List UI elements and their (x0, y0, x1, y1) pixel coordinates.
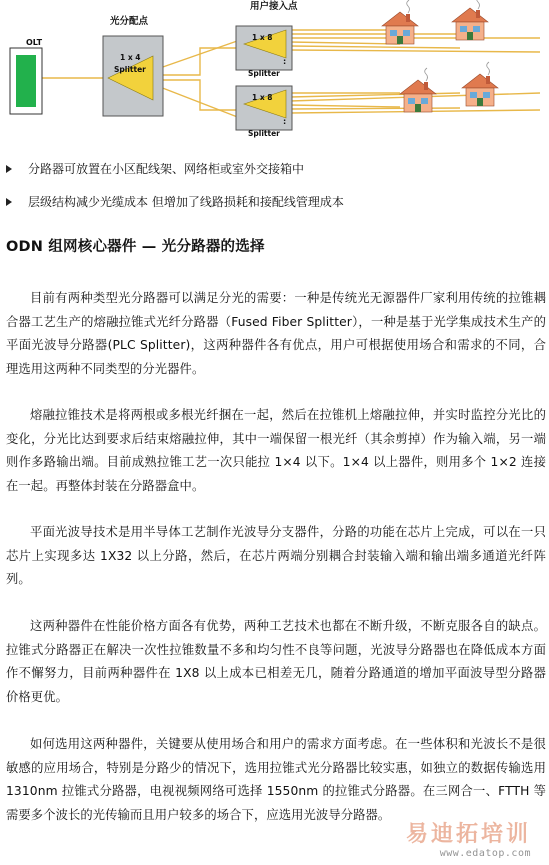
bullet-text: 层级结构减少光缆成本 但增加了线路损耗和接配线管理成本 (28, 195, 344, 209)
bullet-arrow-icon (6, 198, 12, 206)
svg-text::: : (283, 117, 287, 126)
main-splitter (103, 36, 163, 116)
paragraph: 这两种器件在性能价格方面各有优势，两种工艺技术也都在不断升级，不断克服各自的缺点。拉锥式分路器正在解决一次性拉锥数量不多和均匀性不良等问题，光波导分路器也在降低成本方面作不懈努力，目前两种器件在 1X8 以上成本已相差无几，随着分路通道的增加平面波导型分路器价格更优。 (6, 619, 546, 704)
splitter-bottom-ratio: 1 x 8 (252, 93, 273, 102)
olt-label: OLT (26, 38, 43, 47)
bullet-item (6, 161, 304, 177)
watermark-text: 易迪拓培训 (405, 822, 531, 847)
bullet-item (6, 194, 344, 210)
paragraph: 如何选用这两种器件，关键要从使用场合和用户的需求方面考虑。在一些体积和光波长不是很敏感的应用场合，特别是分路少的情况下，选用拉锥式光分路器比较实惠，如独立的数据传输选用 1310nm 拉锥式分路器，电视视频网络可选择 1550nm 的拉锥式分路器。在三网合一、FTTH 等需要多个波长的光传输而且用户较多的场合下，应选用光波导分路器。 (6, 737, 546, 822)
splitter-top (236, 26, 292, 78)
svg-text::: : (283, 57, 287, 66)
paragraph: 平面光波导技术是用半导体工艺制作光波导分支器件，分路的功能在芯片上完成，可以在一只芯片上实现多达 1X32 以上分路，然后，在芯片两端分别耦合封装输入端和输出端多通道光纤阵列。 (6, 525, 546, 587)
splitter-top-ratio: 1 x 8 (252, 33, 273, 42)
house-icon (400, 68, 436, 112)
bullet-arrow-icon (6, 165, 12, 173)
splitter-bottom (236, 86, 292, 138)
watermark-url: www.edatop.com (439, 848, 531, 859)
main-splitter-ratio: 1 x 4 (120, 53, 141, 62)
splitter-point-label: 光分配点 (110, 16, 149, 27)
house-icon (382, 0, 418, 44)
house-icon (452, 0, 488, 40)
main-splitter-type: Splitter (114, 65, 146, 74)
odn-topology-diagram (0, 0, 549, 148)
bullet-text: 分路器可放置在小区配线架、网络柜或室外交接箱中 (28, 162, 305, 176)
olt-unit (10, 38, 43, 114)
house-icon (462, 62, 498, 106)
user-access-label: 用户接入点 (250, 1, 298, 12)
splitter-bottom-type: Splitter (248, 129, 280, 138)
paragraph: 熔融拉锥技术是将两根或多根光纤捆在一起，然后在拉锥机上熔融拉伸，并实时监控分光比的变化，分光比达到要求后结束熔融拉伸，其中一端保留一根光纤（其余剪掉）作为输入端，另一端则作多路输出端。目前成熟拉锥工艺一次只能拉 1×4 以下。1×4 以上器件，则用多个 1×2 连接在一起。再整体封装在分路器盒中。 (6, 408, 546, 493)
paragraph: 目前有两种类型光分路器可以满足分光的需要：一种是传统光无源器件厂家利用传统的拉锥耦合器工艺生产的熔融拉锥式光纤分路器（Fused Fiber Splitter），一种是基于光学集成技术生产的平面光波导分路器(PLC Splitter)，这两种器件各有优点，用户可根据使用场合和需求的不同，合理选用这两种不同类型的分光器件。 (6, 291, 546, 376)
section-title: ODN 组网核心器件 — 光分路器的选择 (6, 239, 265, 255)
watermark (406, 817, 531, 859)
splitter-top-type: Splitter (248, 69, 280, 78)
